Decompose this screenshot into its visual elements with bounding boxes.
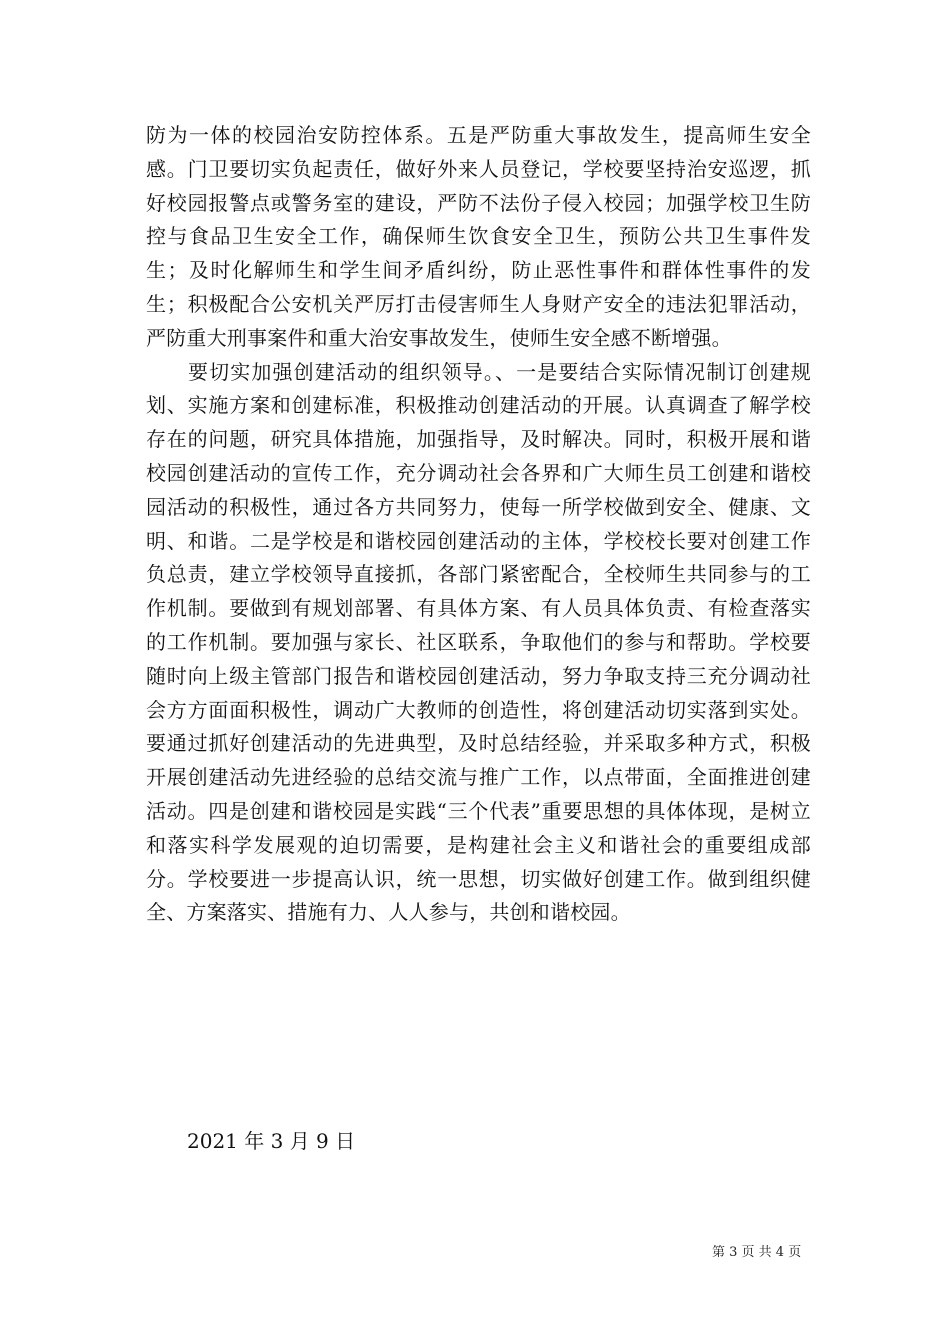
paragraph-organization-leadership: 要切实加强创建活动的组织领导。、一是要结合实际情况制订创建规划、实施方案和创建标准，积极推动创建活动的开展。认真调查了解学校存在的问题，研究具体措施，加强指导，及时解决。同时，积极开展和谐校园创建活动的宣传工作，充分调动社会各界和广大师生员工创建和谐校园活动的积极性，通过各方共同努力，使每一所学校做到安全、健康、文明、和谐。二是学校是和谐校园创建活动的主体，学校校长要对创建工作负总责，建立学校领导直接抓，各部门紧密配合，全校师生共同参与的工作机制。要做到有规划部署、有具体方案、有人员具体负责、有检查落实的工作机制。要加强与家长、社区联系，争取他们的参与和帮助。学校要随时向上级主管部门报告和谐校园创建活动，努力争取支持三充分调动社会方方面面积极性，调动广大教师的创造性，将创建活动切实落到实处。要通过抓好创建活动的先进典型，及时总结经验，并采取多种方式，积极开展创建活动先进经验的总结交流与推广工作，以点带面，全面推进创建活动。四是创建和谐校园是实践“三个代表”重要思想的具体体现，是树立和落实科学发展观的迫切需要，是构建社会主义和谐社会的重要组成部分。学校要进一步提高认识，统一思想，切实做好创建工作。做到组织健全、方案落实、措施有力、人人参与，共创和谐校园。 xyxy=(146,359,811,925)
page-number-footer: 第 3 页 共 4 页 xyxy=(712,1245,802,1260)
document-date: 2021 年 3 月 9 日 xyxy=(187,1129,356,1153)
document-body xyxy=(146,119,811,930)
paragraph-campus-security: 防为一体的校园治安防控体系。五是严防重大事故发生，提高师生安全感。门卫要切实负起责任，做好外来人员登记，学校要坚持治安巡逻，抓好校园报警点或警务室的建设，严防不法份子侵入校园；加强学校卫生防控与食品卫生安全工作，确保师生饮食安全卫生，预防公共卫生事件发生；及时化解师生和学生间矛盾纠纷，防止恶性事件和群体性事件的发生；积极配合公安机关严厉打击侵害师生人身财产安全的违法犯罪活动，严防重大刑事案件和重大治安事故发生，使师生安全感不断增强。 xyxy=(146,123,811,350)
